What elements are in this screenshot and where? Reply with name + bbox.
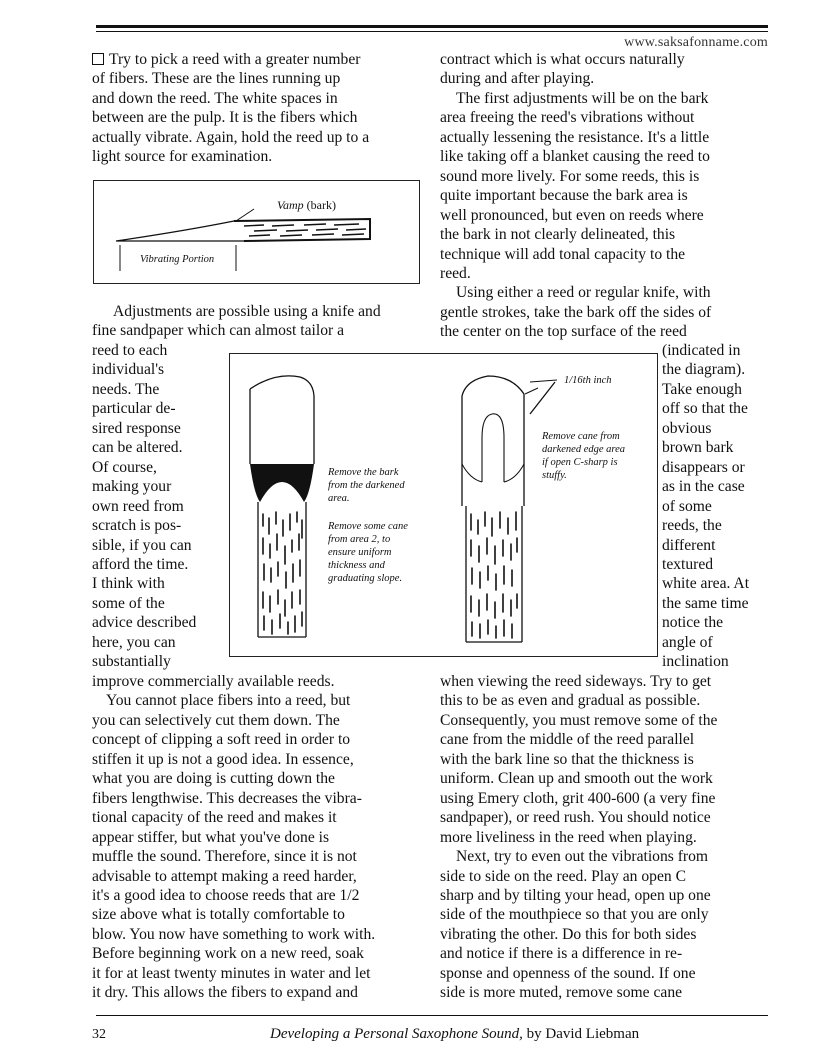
vamp-label: Vamp (bark) — [277, 198, 336, 212]
page-number: 32 — [92, 1027, 106, 1042]
vibrating-portion-label: Vibrating Portion — [140, 254, 215, 265]
left-paragraph-1: Try to pick a reed with a greater number of fibers. These are the lines running up and down the reed. The white spaces in between are the pulp. It is the fibers which actually vibrate. Again, hold the reed up to a light source for examination. — [92, 51, 370, 166]
left-paragraph-3: improve commercially available reeds. You cannot place fibers into a reed, but you can selectively cut them down. The concept of clipping a soft reed in order to stiffen it up is not a good idea. In essence, what you are doing is cutting down the fibers lengthwise. This decreases the vibra- tional capacity of the reed and makes it appear stiffer, but what you've done is muffle the sound. Therefore, since it is not advisable to attempt making a reed harder, it's a good idea to choose reeds that are 1/2 size above what is totally comfortable to blow. You now have something to work with. Before beginning work on a new reed, soak it for at least twenty minutes in water and let it dry. This allows the fibers to expand and — [92, 673, 376, 1002]
footer-rule — [96, 1015, 768, 1016]
checkbox-square-icon — [92, 53, 104, 65]
header-rule-thick — [96, 25, 768, 28]
caption-remove-bark: Remove the bark from the darkened area. — [328, 467, 405, 504]
left-paragraph-2: Adjustments are possible using a knife and fine sandpaper which can almost tailor a — [92, 303, 381, 340]
reed-profile-drawing — [94, 181, 419, 283]
right-paragraph-top: contract which is what occurs naturally during and after playing. The first adjustments will be on the bark area freeing the reed's vibrations without actually lessening the resistance. It's a little like taking off a blanket causing the reed to sound more lively. For some reeds, this is quite important because the bark area is well pronounced, but even on reeds where the bark in not clearly delineated, this technique will add tonal capacity to the reed. Using either a reed or regular knife, with gentle strokes, take the bark off the sides of the center on the top surface of the reed — [440, 51, 712, 341]
reed-top-view-drawing — [230, 354, 657, 656]
reed-top-view-diagram — [229, 353, 658, 657]
website-url: www.saksafonname.com — [624, 35, 768, 50]
measurement-label: 1/16th inch — [564, 375, 612, 386]
caption-remove-edge: Remove cane from darkened edge area if open C-sharp is stuffy. — [542, 431, 625, 481]
header-rule-thin — [96, 31, 768, 32]
caption-remove-cane: Remove some cane from area 2, to ensure uniform thickness and graduating slope. — [328, 521, 408, 584]
right-paragraph-narrow: (indicated in the diagram). Take enough off so that the obvious brown bark disappears or as in the case of some reeds, the different textured white area. At the same time notice the angle of inclination — [662, 342, 750, 671]
reed-side-diagram — [93, 180, 420, 284]
left-paragraph-2-narrow: reed to each individual's needs. The particular de- sired response can be altered. Of course, making your own reed from scratch is pos- sible, if you can afford the time. I think with some of the advice described here, you can substantially — [92, 342, 197, 671]
running-footer: Developing a Personal Saxophone Sound, by David Liebman — [270, 1026, 640, 1042]
area-2-marker: 2 — [275, 464, 282, 479]
right-paragraph-bottom: when viewing the reed sideways. Try to get this to be as even and gradual as possible. Consequently, you must remove some of the cane from the middle of the reed parallel with the bark line so that the thickness is uniform. Clean up and smooth out the work using Emery cloth, grit 400-600 (a very fine sandpaper), or reed rush. You should notice more liveliness in the reed when playing. Next, try to even out the vibrations from side to side on the reed. Play an open C sharp and by tilting your head, open up one side of the mouthpiece so that you are only vibrating the other. Do this for both sides and notice if there is a difference in re- sponse and openness of the sound. If one side is more muted, remove some cane — [440, 673, 718, 1002]
